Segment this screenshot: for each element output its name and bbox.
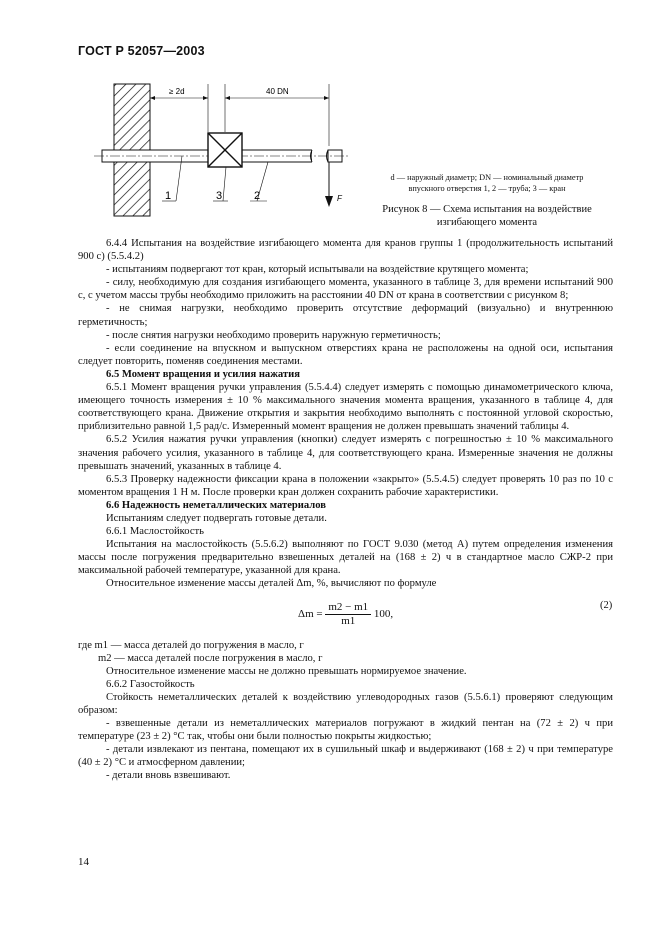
paragraph: 6.5.1 Момент вращения ручки управления (5.5.4.4) следует измерять с помощью динамометрического ключа, имеющего точность измерения ± 10 % максимального значения момента вращения, указанного в таблице 4, для соответствующего крана. Движение открытия и закрытия необходимо выполнять с постоянной угловой скоростью, приблизительно равной 1,5 рад/с. Измеренный момент вращения не должен превышать значений таблицы 4. — [78, 382, 613, 433]
paragraph: - силу, необходимую для создания изгибающего момента, указанного в таблице 3, для времени испытаний 900 с, с учетом массы трубы необходимо приложить на расстоянии 40 DN от крана в соответствии с рисунком 8; — [78, 277, 613, 302]
document-header: ГОСТ Р 52057—2003 — [78, 44, 205, 58]
paragraph: - не снимая нагрузки, необходимо проверить отсутствие деформаций (визуально) и внутреннюю герметичность; — [78, 303, 613, 328]
document-body — [78, 237, 613, 783]
dim-2d-label: ≥ 2d — [169, 87, 185, 96]
paragraph: Испытания на маслостойкость (5.5.6.2) выполняют по ГОСТ 9.030 (метод А) путем определения изменения массы после погружения предварительно взвешенных деталей на (168 ± 2) ч в стандартное масло СЖР-2 при максимальной рабочей температуре, указанной для крана. — [78, 539, 613, 577]
paragraph: Относительное изменение массы деталей Δm, %, вычисляют по формуле — [106, 578, 437, 590]
label-3: 3 — [216, 190, 223, 202]
formula-numerator: m2 − m1 — [325, 601, 371, 615]
paragraph: Стойкость неметаллических деталей к воздействию углеводородных газов (5.5.6.1) проверяют следующим образом: — [78, 691, 613, 716]
paragraph: Относительное изменение массы не должно превышать нормируемое значение. — [106, 665, 467, 677]
formula-lhs: Δm = — [298, 607, 323, 620]
formula-2 — [78, 595, 613, 637]
page-number: 14 — [78, 856, 89, 868]
formula-number: (2) — [600, 599, 613, 611]
paragraph: - после снятия нагрузки необходимо проверить наружную герметичность; — [106, 329, 441, 341]
paragraph: - детали извлекают из пентана, помещают их в сушильный шкаф и выдерживают (168 ± 2) ч при температуре (40 ± 2) °С и атмосферном давлении; — [78, 744, 613, 769]
formula-rhs: 100, — [373, 607, 394, 620]
figure-caption: Рисунок 8 — Схема испытания на воздействие изгибающего момента — [382, 204, 592, 228]
paragraph: - если соединение на впускном и выпускном отверстиях крана не расположены на одной оси, испытания следует повторить, поменяв соединения местами. — [78, 342, 613, 367]
paragraph: 6.5.3 Проверку надежности фиксации крана в положении «закрыто» (5.5.4.5) следует проверять 10 раз по 10 с моментом вращения 1 Н м. После проверки кран должен сохранить рабочие характеристики. — [78, 473, 613, 498]
paragraph: Испытаниям следует подвергать готовые детали. — [106, 512, 327, 524]
paragraph: - испытаниям подвергают тот кран, который испытывали на воздействие крутящего момента; — [106, 264, 529, 276]
dim-40dn-label: 40 DN — [266, 87, 289, 96]
paragraph: 6.4.4 Испытания на воздействие изгибающего момента для кранов группы 1 (продолжительность испытаний 900 с) (5.5.4.2) — [78, 238, 613, 263]
bending-test-diagram — [90, 80, 350, 220]
force-label: F — [337, 194, 342, 203]
formula-denominator: m1 — [341, 614, 356, 627]
paragraph: - детали вновь взвешивают. — [106, 770, 231, 782]
paragraph: 6.5.2 Усилия нажатия ручки управления (кнопки) следует измерять с погрешностью ± 10 % максимального значения рабочего усилия, указанного в таблице 4, для соответствующего крана. Измеренные значения не должны превышать значений, указанных в таблице 4. — [78, 434, 613, 472]
section-heading: 6.5 Момент вращения и усилия нажатия — [106, 368, 300, 380]
section-heading: 6.6 Надежность неметаллических материалов — [106, 499, 326, 511]
label-2: 2 — [254, 190, 261, 202]
paragraph: 6.6.2 Газостойкость — [106, 678, 195, 690]
label-1: 1 — [165, 190, 172, 202]
paragraph: 6.6.1 Маслостойкость — [106, 526, 204, 538]
figure-legend: d — наружный диаметр; DN — номинальный диаметр впускного отверстия 1, 2 — труба; 3 — кран — [390, 173, 584, 193]
paragraph: где m1 — масса деталей до погружения в масло, г — [78, 639, 304, 651]
paragraph: - взвешенные детали из неметаллических материалов погружают в жидкий пентан на (72 ± 2) ч при температуре (23 ± 2) °С так, чтобы они были полностью покрыты жидкостью; — [78, 718, 613, 743]
paragraph: m2 — масса деталей после погружения в масло, г — [98, 652, 323, 664]
